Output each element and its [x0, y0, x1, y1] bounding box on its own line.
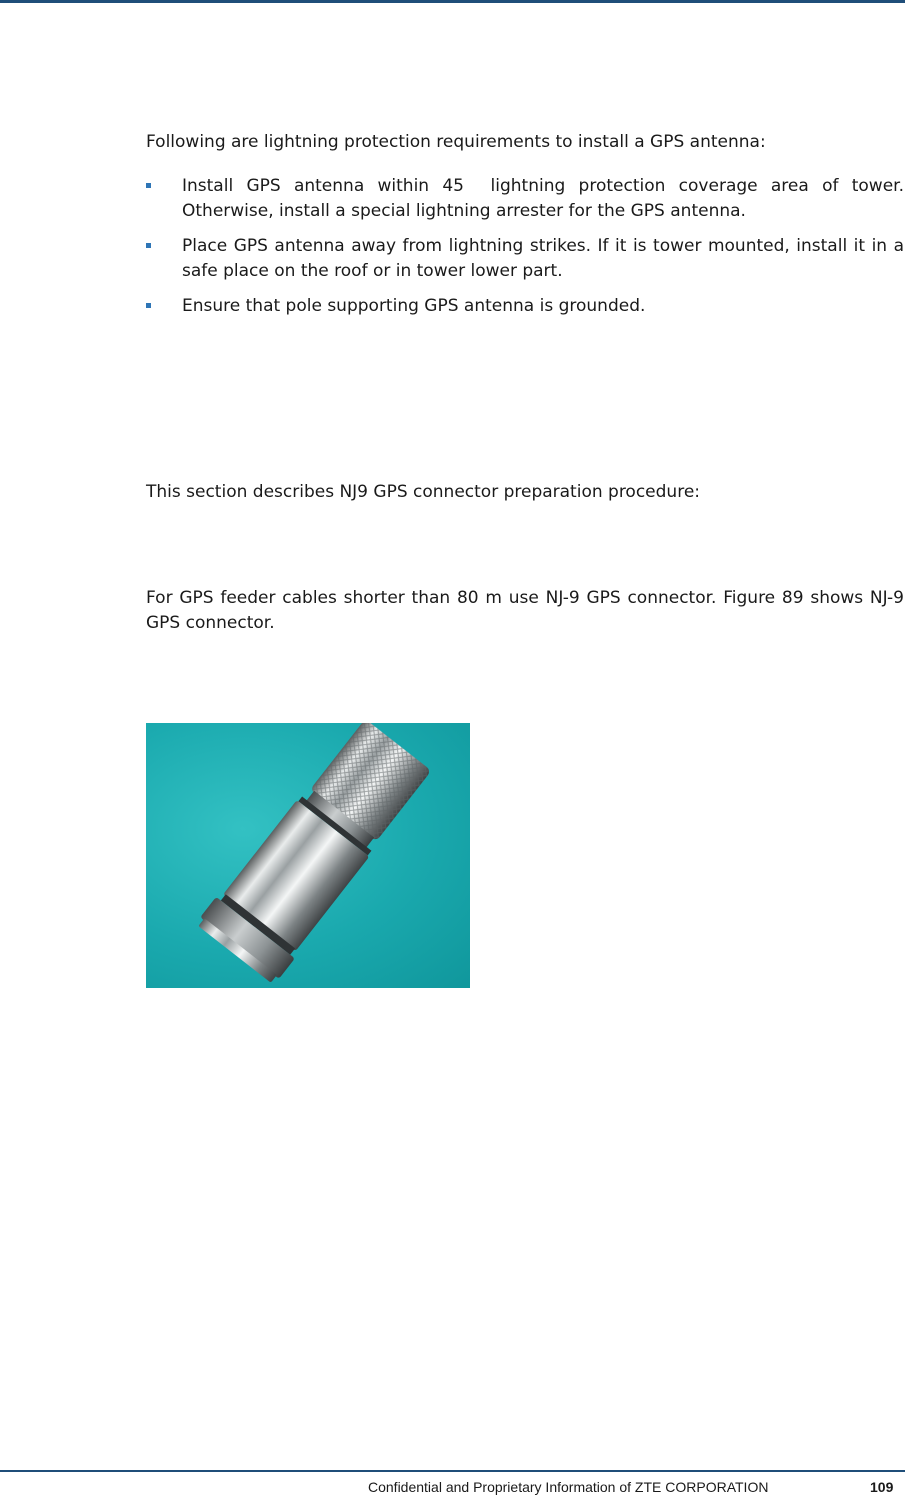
nj9-connector-photo [146, 723, 470, 988]
square-bullet-icon [146, 243, 151, 248]
header-rule [0, 0, 905, 3]
intro-paragraph: Following are lightning protection requirements to install a GPS antenna: [146, 132, 766, 152]
square-bullet-icon [146, 303, 151, 308]
list-item [146, 234, 904, 284]
feeder-paragraph: For GPS feeder cables shorter than 80 m use NJ-9 GPS connector. Figure 89 shows NJ-9 GPS connector. [146, 588, 904, 633]
connector-illustration [146, 723, 470, 988]
page-number: 109 [870, 1479, 894, 1495]
footer-rule [0, 1470, 905, 1472]
section-description: This section describes NJ9 GPS connector preparation procedure: [146, 482, 701, 502]
footer-confidential-text: Confidential and Proprietary Information of ZTE CORPORATION [368, 1479, 769, 1495]
list-item-text: Ensure that pole supporting GPS antenna is grounded. [182, 296, 646, 316]
square-bullet-icon [146, 183, 151, 188]
requirements-list [146, 174, 904, 329]
list-item-text: Place GPS antenna away from lightning strikes. If it is tower mounted, install it in a safe place on the roof or in tower lower part. [182, 236, 904, 281]
list-item [146, 174, 904, 224]
list-item-text: Install GPS antenna within 45 lightning protection coverage area of tower. Otherwise, install a special lightning arrester for the GPS antenna. [182, 176, 904, 221]
list-item [146, 294, 904, 319]
